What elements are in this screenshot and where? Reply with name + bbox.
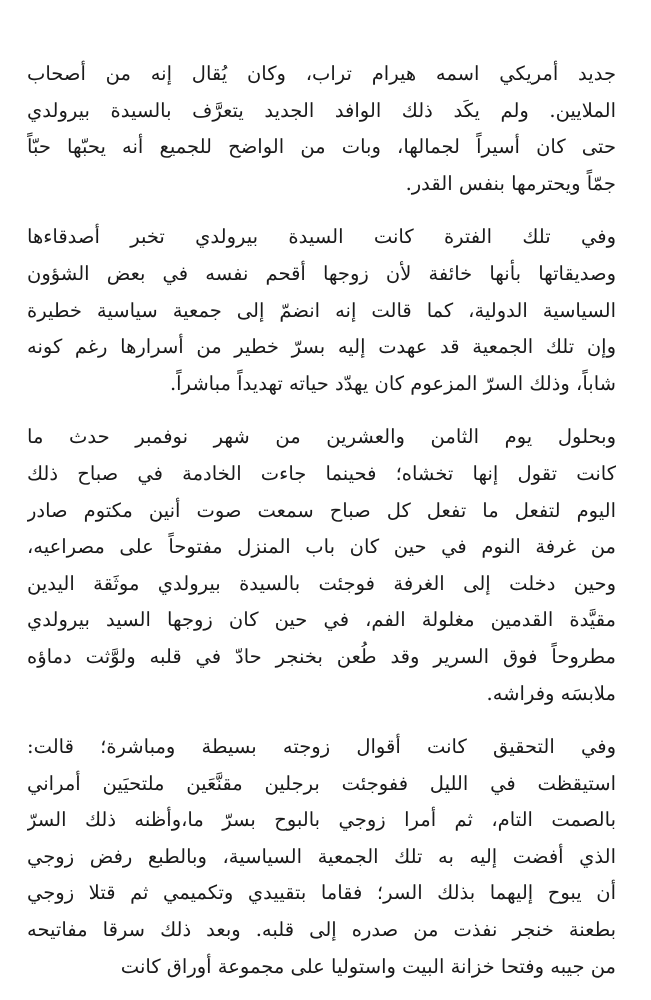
text-line: أن يبوح إليهما بذلك السر؛ فقاما بتقييدي وتكميمي ثم قتلا زوجي (27, 881, 616, 905)
text-line: وفي التحقيق كانت أقوال زوجته بسيطة ومباشرة؛ قالت: (27, 735, 616, 759)
text-line: حتى كان أسيراً لجمالها، وبات من الواضح للجميع أنه يحبّها حبّاً (27, 135, 616, 159)
text-line: وفي تلك الفترة كانت السيدة بيرولدي تخبر أصدقاءها (27, 225, 616, 249)
text-line: وبحلول يوم الثامن والعشرين من شهر نوفمبر حدث ما (27, 425, 616, 449)
paragraph (27, 419, 616, 712)
text-line: مقيَّدة القدمين مغلولة الفم، في حين كان زوجها السيد بيرولدي (27, 608, 616, 632)
text-line: السياسية الدولية، كما قالت إنه انضمّ إلى جمعية سياسية خطيرة (27, 298, 616, 322)
text-line: ملابسَه وفراشه. (486, 681, 616, 705)
text-line: اليوم لتفعل ما تفعل كل صباح سمعت صوت أنين مكتوم صادر (27, 498, 616, 522)
text-line: بطعنة خنجر نفذت من صدره إلى قلبه. وبعد ذلك سرقا مفاتيحه (27, 918, 616, 942)
text-line: مطروحاً فوق السرير وقد طُعن بخنجر حادّ في قلبه ولوَّثت دماؤه (27, 644, 616, 668)
text-body (27, 56, 616, 985)
text-line: جديد أمريكي اسمه هيرام تراب، وكان يُقال إنه من أصحاب (27, 62, 616, 85)
paragraph (27, 219, 616, 402)
paragraph (27, 729, 616, 985)
text-line: كانت تقول إنها تخشاه؛ فحينما جاءت الخادمة في صباح ذلك (27, 461, 616, 485)
text-line: الملايين. ولم يكَد ذلك الوافد الجديد يتعرَّف بالسيدة بيرولدي (27, 98, 616, 122)
text-line: شاباً، وذلك السرّ المزعوم كان يهدّد حياته تهديداً مباشراً. (169, 371, 616, 395)
paragraph (27, 56, 616, 202)
text-line: وإن تلك الجمعية قد عهدت إليه بسرّ خطير من أسرارها رغم كونه (27, 335, 616, 359)
text-line: من غرفة النوم في حين كان باب المنزل مفتوحاً على مصراعيه، (27, 535, 616, 559)
text-line: من جيبه وفتحا خزانة البيت واستوليا على مجموعة أوراق كانت (120, 954, 616, 978)
text-line: بالصمت التام، ثم أمرا زوجي بالبوح بسرّ ما،وأظنه ذلك السرّ (27, 808, 616, 832)
text-line: الذي أفضت إليه به تلك الجمعية السياسية، وبالطبع رفض زوجي (27, 844, 616, 868)
text-line: جمّاً ويحترمها بنفس القدر. (405, 171, 616, 195)
text-line: استيقظت في الليل ففوجئت برجلين مقنَّعَين ملتحيَين أمراني (27, 771, 616, 795)
text-line: وحين دخلت إلى الغرفة فوجئت بالسيدة بيرولدي موثَقة اليدين (27, 571, 616, 595)
text-line: وصديقاتها بأنها خائفة لأن زوجها أقحم نفسه في بعض الشؤون (27, 261, 616, 285)
